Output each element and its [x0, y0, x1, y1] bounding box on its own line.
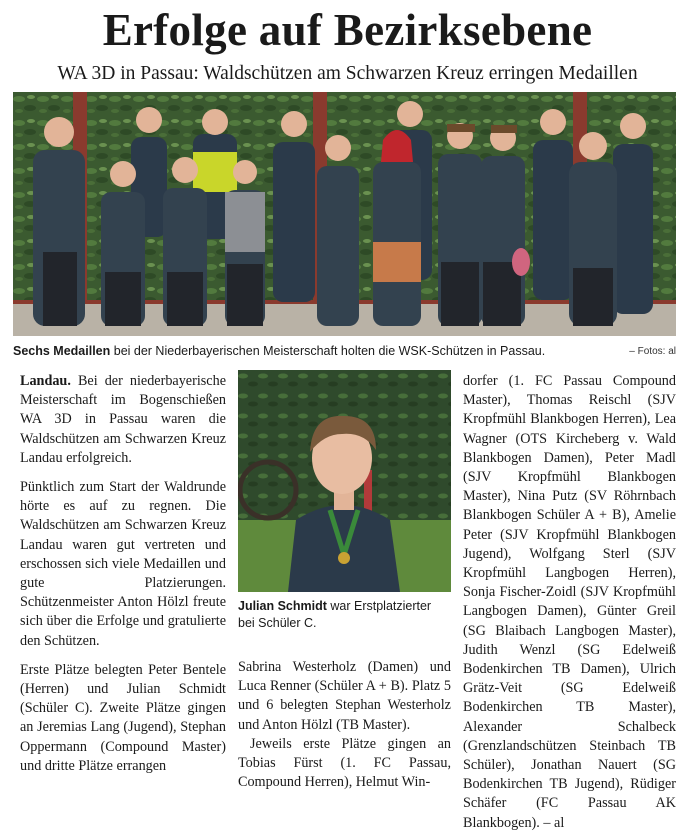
article-column-3: [463, 372, 676, 833]
paragraph-4: Sabrina Westerholz (Damen) und Luca Renner (Schüler A + B). Platz 5 und 6 belegten Stephan Westerholz und Anton Hölzl (TB Master).: [238, 659, 451, 733]
portrait-caption: [238, 598, 451, 632]
dateline: Landau.: [20, 373, 71, 389]
headline: Erfolge auf Bezirksebene: [102, 5, 593, 55]
group-photo: [13, 92, 676, 336]
paragraph-intro: [20, 372, 226, 468]
portrait-caption-lead: Julian Schmidt: [238, 599, 327, 613]
paragraph-5: Jeweils erste Plätze gingen an Tobias Fürst (1. FC Passau, Compound Herren), Helmut Win-: [238, 735, 451, 791]
main-photo-caption: [13, 342, 676, 360]
caption-text: bei der Niederbayerischen Meisterschaft holten die WSK-Schützen in Passau.: [110, 344, 546, 358]
article-column-1: [20, 372, 226, 776]
paragraph-6: dorfer (1. FC Passau Compound Master), Thomas Reischl (SJV Kropfmühl Blankbogen Herren), Lea Wagner (OTS Kircheberg v. Wald Blankbogen Damen), Peter Madl (SJV Kropfmühl Blankbogen Master), Nina Putz (SV Röhrnbach Blankbogen Schüler A + B), Amelie Peter (SJV Kropfmühl Blankbogen Jugend), Wolfgang Sterl (SJV Kropfmühl Langbogen Herren), Sonja Fischer-Zoidl (SJV Kropfmühl Langbogen Damen), Günter Greil (SG Blaibach Langbogen Master), Judith Wenzl (SG Edelweiß Bodenkirchen TB Damen), Ulrich Grätz-Veit (SG Edelweiß Bodenkirchen TB Master), Alexander Schalbeck (Grenzlandschützen Steinbach TB Schüler), Jonathan Nauert (SG Bodenkirchen TB Jugend), Rüdiger Schäfer (FC Passau AK Blankbogen). – al: [463, 373, 676, 831]
photo-credit: – Fotos: al: [629, 346, 676, 357]
subheadline: WA 3D in Passau: Waldschützen am Schwarzen Kreuz erringen Medaillen: [57, 63, 638, 84]
paragraph-3: Erste Plätze belegten Peter Bentele (Herren) und Julian Schmidt (Schüler C). Zweite Plätze gingen an Jeremias Lang (Jugend), Stephan Oppermann (Compound Master) und dritte Plätze errangen: [20, 661, 226, 774]
article-column-2: [238, 658, 451, 792]
paragraph-intro-text: Bei der niederbayerische Meisterschaft im Bogenschießen WA 3D in Passau waren die Waldschützen am Schwarzen Kreuz Landau erfolgreich.: [20, 373, 226, 466]
portrait-photo-illustration: [238, 370, 451, 592]
portrait-caption-text: war Erstplatzierter bei Schüler C.: [238, 599, 432, 630]
paragraph-2: Pünktlich zum Start der Waldrunde hörte es auf zu regnen. Die Waldschützen am Schwarzen Kreuz Landau waren gut vertreten und erschossen sich viele Medaillen und gute Platzierungen. Schützenmeister Anton Hölzl freute sich über die Erfolge und gratulierte den Schützen.: [20, 479, 226, 649]
caption-lead: Sechs Medaillen: [13, 344, 111, 358]
portrait-photo: [238, 370, 451, 592]
group-photo-illustration: [13, 92, 676, 336]
